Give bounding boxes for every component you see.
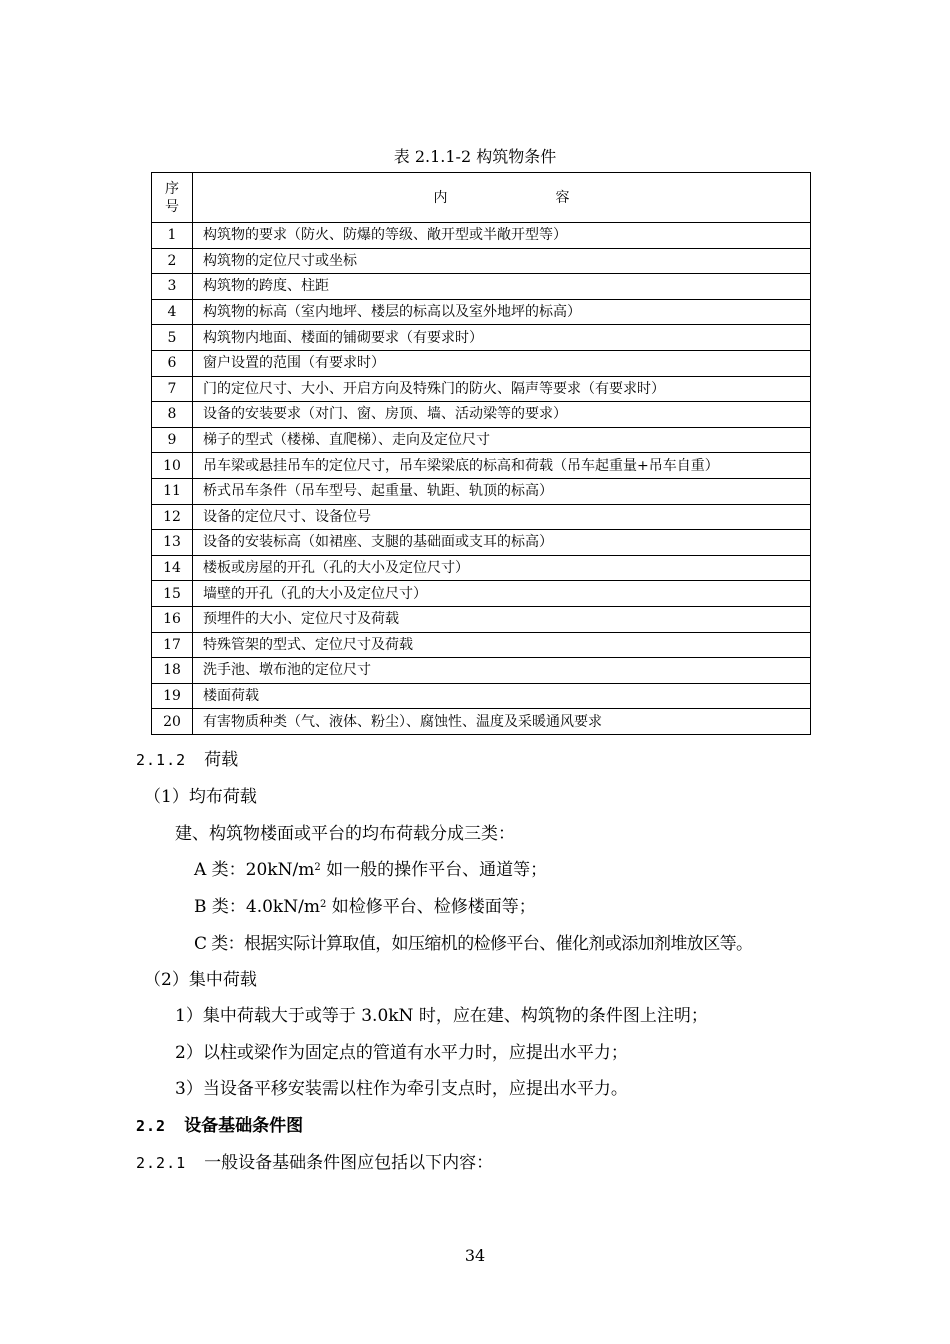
row-content: 洗手池、墩布池的定位尺寸 (193, 658, 811, 684)
row-number: 3 (152, 274, 193, 300)
row-number: 13 (152, 530, 193, 556)
row-number: 17 (152, 632, 193, 658)
row-number: 6 (152, 350, 193, 376)
table-row (152, 632, 811, 658)
row-content: 楼板或房屋的开孔（孔的大小及定位尺寸） (193, 555, 811, 581)
row-number: 1 (152, 223, 193, 249)
row-content: 门的定位尺寸、大小、开启方向及特殊门的防火、隔声等要求（有要求时） (193, 376, 811, 402)
table-row (152, 683, 811, 709)
row-number: 5 (152, 325, 193, 351)
row-content: 特殊管架的型式、定位尺寸及荷载 (193, 632, 811, 658)
row-number: 11 (152, 478, 193, 504)
table-row (152, 299, 811, 325)
table-row (152, 581, 811, 607)
section-2-2-1-line: 2.2.1 一般设备基础条件图应包括以下内容： (136, 1153, 494, 1173)
row-number: 4 (152, 299, 193, 325)
concentrated-load-rule-2: 2）以柱或梁作为固定点的管道有水平力时，应提出水平力； (175, 1043, 628, 1063)
item-uniform-load: （1）均布荷载 (144, 787, 257, 807)
class-a-line: A 类：$20kN/m^2$ 如一般的操作平台、通道等； (194, 860, 548, 880)
row-number: 8 (152, 402, 193, 428)
table-row (152, 274, 811, 300)
row-content: 墙壁的开孔（孔的大小及定位尺寸） (193, 581, 811, 607)
row-number: 15 (152, 581, 193, 607)
table-row (152, 504, 811, 530)
class-b-line: B 类：$4.0kN/m^2$ 如检修平台、检修楼面等； (194, 897, 536, 917)
table-row (152, 248, 811, 274)
row-number: 20 (152, 709, 193, 735)
row-content: 有害物质种类（气、液体、粉尘）、腐蚀性、温度及采暖通风要求 (193, 709, 811, 735)
row-content: 楼面荷载 (193, 683, 811, 709)
table-row (152, 402, 811, 428)
row-content: 构筑物的要求（防火、防爆的等级、敞开型或半敞开型等） (193, 223, 811, 249)
uniform-load-intro: 建、构筑物楼面或平台的均布荷载分成三类： (175, 824, 515, 844)
row-content: 设备的安装标高（如裙座、支腿的基础面或支耳的标高） (193, 530, 811, 556)
concentrated-load-rule-3: 3）当设备平移安装需以柱作为牵引支点时，应提出水平力。 (175, 1079, 628, 1099)
table-row (152, 376, 811, 402)
table-header-row (152, 173, 811, 223)
table-row (152, 658, 811, 684)
row-content: 设备的定位尺寸、设备位号 (193, 504, 811, 530)
table-caption: 表 2.1.1-2 构筑物条件 (393, 147, 557, 166)
table-row (152, 709, 811, 735)
section-2-2-heading: 2.2 设备基础条件图 (136, 1116, 304, 1136)
row-number: 18 (152, 658, 193, 684)
row-content: 构筑物的跨度、柱距 (193, 274, 811, 300)
row-number: 10 (152, 453, 193, 479)
row-content: 构筑物的标高（室内地坪、楼层的标高以及室外地坪的标高） (193, 299, 811, 325)
table-row (152, 350, 811, 376)
row-number: 14 (152, 555, 193, 581)
row-content: 构筑物内地面、楼面的铺砌要求（有要求时） (193, 325, 811, 351)
row-content: 桥式吊车条件（吊车型号、起重量、轨距、轨顶的标高） (193, 478, 811, 504)
row-number: 12 (152, 504, 193, 530)
item-concentrated-load: （2）集中荷载 (144, 970, 257, 990)
row-number: 16 (152, 606, 193, 632)
row-number: 9 (152, 427, 193, 453)
concentrated-load-rule-1: 1）集中荷载大于或等于 3.0kN 时，应在建、构筑物的条件图上注明； (175, 1006, 708, 1026)
table-row (152, 427, 811, 453)
table-row (152, 325, 811, 351)
table-row (152, 530, 811, 556)
table-row (152, 453, 811, 479)
row-content: 梯子的型式（楼梯、直爬梯）、走向及定位尺寸 (193, 427, 811, 453)
row-content: 窗户设置的范围（有要求时） (193, 350, 811, 376)
header-serial-number: 序 号 (152, 173, 193, 223)
section-2-1-2-heading: 2.1.2 荷载 (136, 750, 239, 770)
table-row (152, 478, 811, 504)
row-content: 设备的安装要求（对门、窗、房顶、墙、活动梁等的要求） (193, 402, 811, 428)
row-number: 2 (152, 248, 193, 274)
row-content: 吊车梁或悬挂吊车的定位尺寸，吊车梁梁底的标高和荷载（吊车起重量+吊车自重） (193, 453, 811, 479)
page-number: 34 (464, 1246, 486, 1265)
table-row (152, 555, 811, 581)
row-content: 构筑物的定位尺寸或坐标 (193, 248, 811, 274)
row-content: 预埋件的大小、定位尺寸及荷载 (193, 606, 811, 632)
header-content: 内 容 (193, 173, 811, 223)
row-number: 7 (152, 376, 193, 402)
class-c-line: C 类：根据实际计算取值，如压缩机的检修平台、催化剂或添加剂堆放区等。 (194, 934, 753, 954)
table-row (152, 223, 811, 249)
structure-conditions-table (151, 172, 811, 735)
table-body (152, 223, 811, 735)
table-row (152, 606, 811, 632)
row-number: 19 (152, 683, 193, 709)
